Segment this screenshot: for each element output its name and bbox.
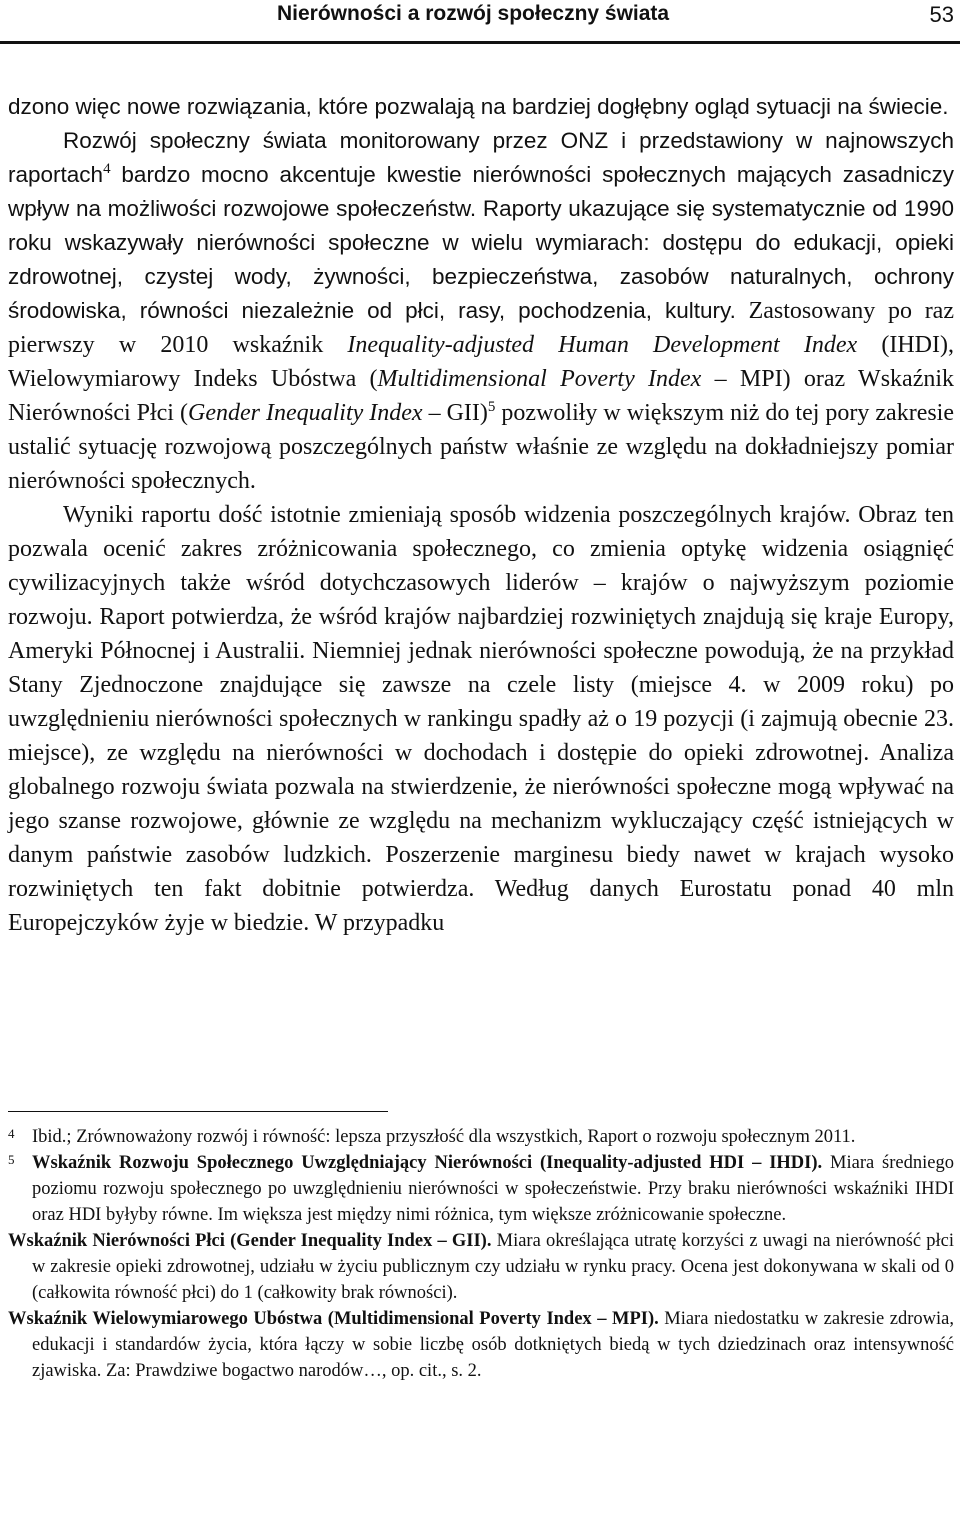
running-header xyxy=(0,0,960,44)
footnote-gii xyxy=(8,1228,954,1306)
mpi-term: Multidimensional Poverty Index xyxy=(377,366,702,392)
paragraph-2-part-e: (IHDI), Wielowymiarowy Indeks Ubóstwa ( xyxy=(8,332,954,392)
footnote-mpi-heading: Wskaźnik Wielowymiarowego Ubóstwa (Multidimensional Poverty Index – MPI). xyxy=(8,1309,659,1329)
gii-term: Gender Inequality Index xyxy=(187,400,423,426)
footnote-ref-5[interactable]: 5 xyxy=(487,399,496,415)
footnote-5-heading: Wskaźnik Rozwoju Społecznego Uwzględniający Nierówności (Inequality-adjusted HDI – IHDI). xyxy=(32,1153,823,1173)
paragraph-2-part-g: – GII) xyxy=(422,400,488,426)
footnote-4-text: Ibid.; Zrównoważony rozwój i równość: lepsza przyszłość dla wszystkich, Raport o rozwoju społecznym 2011. xyxy=(32,1127,856,1147)
footnote-mpi-text: Miara niedostatku w zakresie zdrowia, edukacji i standardów życia, która łączy w sobie liczbę osób dotkniętych biedą w tych dziedzinach oraz intensywność zjawiska. Za: Prawdziwe bogactwo narodów…, op. cit., s. 2. xyxy=(32,1309,954,1381)
footnote-gii-heading: Wskaźnik Nierówności Płci (Gender Inequality Index – GII). xyxy=(8,1231,492,1251)
paragraph-1-text: dzono więc nowe rozwiązania, które pozwalają na bardziej dogłębny ogląd sytuacji na świecie. xyxy=(8,94,949,119)
footnotes xyxy=(8,1124,954,1384)
ihdi-term: Inequality-adjusted Human Development Index xyxy=(347,332,858,358)
running-header-title: Nierówności a rozwój społeczny świata xyxy=(277,2,670,25)
footnote-gii-text: Miara określająca utratę korzyści z uwagi na nierówność płci w zakresie opieki zdrowotnej, udziału w życiu publicznym czy udziału w rynku pracy. Ocena jest dokonywana w skali od 0 (całkowita równość płci) do 1 (całkowity brak równości). xyxy=(32,1231,954,1303)
footnote-mpi xyxy=(8,1306,954,1384)
paragraph-2-part-d: Zastosowany po raz pierwszy w 2010 wskaźnik xyxy=(8,298,954,358)
paragraph-3-text: Wyniki raportu dość istotnie zmieniają sposób widzenia poszczególnych krajów. Obraz ten pozwala ocenić zakres zróżnicowania społecznego, co zmienia optykę widzenia osiągnięć cywilizacyjnych także wśród dotychczasowych liderów – krajów o najwyższym poziomie rozwoju. Raport potwierdza, że wśród krajów najbardziej rozwiniętych znajdują się kraje Europy, Ameryki Północnej i Australii. Niemniej jednak nierówności społeczne powodują, że na przykład Stany Zjednoczone znajdujące się zawsze na czele listy (miejsce 4. w 2009 roku) po uwzględnieniu nierówności społecznych w rankingu spadły aż o 19 pozycji (i zajmują obecnie 23. miejsce), ze względu na nierówności w dochodach i dostępie do opieki zdrowotnej. Analiza globalnego rozwoju świata pozwala na stwierdzenie, że nierówności społeczne mogą wpływać na jego szanse rozwojowe, głównie ze względu na mechanizm wykluczający część istniejących w danym państwie zasobów ludzkich. Poszerzenie marginesu biedy nawet w krajach wysoko rozwiniętych ten fakt dobitnie potwierdza. Według danych Eurostatu ponad 40 mln Europejczyków żyje w biedzie. W przypadku xyxy=(8,502,954,936)
paragraph-report-results xyxy=(8,498,954,940)
paragraph-development-monitoring xyxy=(8,124,954,498)
footnote-4 xyxy=(8,1124,954,1150)
paragraph-2-part-f: – MPI) oraz Wskaźnik Nierówności Płci ( xyxy=(8,366,955,426)
paragraph-continuation xyxy=(8,90,954,124)
page-number: 53 xyxy=(929,2,954,27)
footnote-5-text: Miara średniego poziomu rozwoju społecznego po uwzględnieniu nierówności w społeczeństwie. Przy braku nierówności wskaźniki IHDI oraz HDI byłyby równe. Im większa jest między nimi różnica, tym większe zróżnicowanie społeczne. xyxy=(32,1153,954,1225)
footnote-4-number: 4 xyxy=(8,1126,15,1141)
footnote-separator xyxy=(8,1111,388,1112)
paragraph-2-part-b: bardzo mocno akcentuje kwestie nierówności społecznych mających zasadniczy wpływ na możliwości rozwojowe społeczeństw. xyxy=(8,162,954,221)
paragraph-2-part-c: Raporty ukazujące się systematycznie od 1990 roku wskazywały nierówności społeczne w wielu wymiarach: dostępu do edukacji, opieki zdrowotnej, czystej wody, żywności, bezpieczeństwa, zasobów naturalnych, ochrony środowiska, równości niezależnie od płci, rasy, pochodzenia, kultury. xyxy=(8,196,954,323)
footnote-ref-4[interactable]: 4 xyxy=(103,161,111,177)
footnote-5 xyxy=(8,1150,954,1228)
main-text xyxy=(8,90,954,940)
paragraph-2-part-h: pozwoliły w większym niż do tej pory zakresie ustalić sytuację rozwojową poszczególnych państw właśnie ze względu na dokładniejszy pomiar nierówności społecznych. xyxy=(8,400,955,494)
paragraph-2-part-a: Rozwój społeczny świata monitorowany przez ONZ i przedstawiony w najnowszych raportach xyxy=(8,128,954,187)
footnote-5-number: 5 xyxy=(8,1152,15,1167)
